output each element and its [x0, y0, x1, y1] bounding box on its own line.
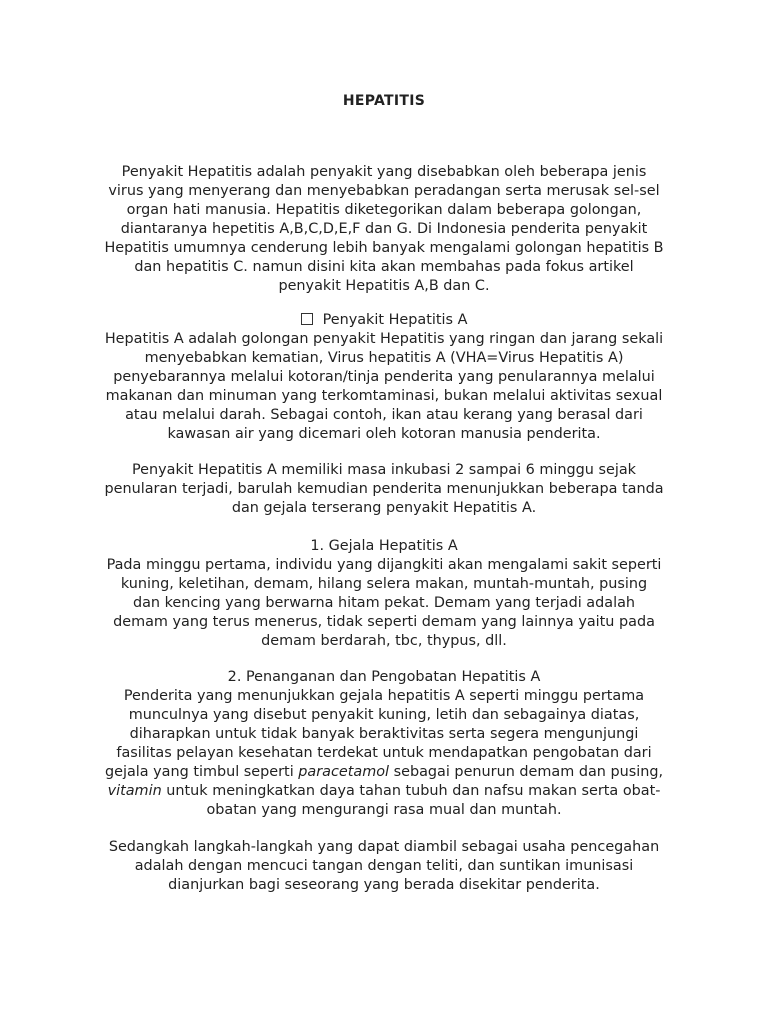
text-line: Penderita yang menunjukkan gejala hepatitis A seperti minggu pertama [123, 688, 645, 704]
text-line: Pada minggu pertama, individu yang dijangkiti akan mengalami sakit seperti [106, 557, 662, 573]
text-line: kuning, keletihan, demam, hilang selera makan, muntah-muntah, pusing [120, 576, 648, 592]
section-hepatitis-a [84, 311, 684, 444]
section-heading: 1. Gejala Hepatitis A [310, 538, 458, 554]
text-fragment: sebagai penurun demam dan pusing, [389, 764, 664, 780]
italic-term: vitamin [107, 783, 162, 799]
italic-term: paracetamol [298, 764, 390, 780]
text-line: dan gejala terserang penyakit Hepatitis A. [231, 500, 537, 516]
text-line: fasilitas pelayan kesehatan terdekat untuk mendapatkan pengobatan dari [116, 745, 652, 761]
text-line: adalah dengan mencuci tangan dengan teliti, dan suntikan imunisasi [134, 858, 634, 874]
document-title: HEPATITIS [342, 93, 426, 109]
text-line: diantaranya hepetitis A,B,C,D,E,F dan G. Di Indonesia penderita penyakit [120, 221, 648, 237]
prevention-paragraph [84, 838, 684, 895]
text-line: makanan dan minuman yang terkomtaminasi, bukan melalui aktivitas sexual [105, 388, 663, 404]
text-line: penularan terjadi, barulah kemudian penderita menunjukkan beberapa tanda [104, 481, 664, 497]
text-line: Hepatitis umumnya cenderung lebih banyak mengalami golongan hepatitis B [104, 240, 664, 256]
text-line: diharapkan untuk tidak banyak beraktivitas serta segera mengunjungi [129, 726, 639, 742]
text-line: Penyakit Hepatitis adalah penyakit yang disebabkan oleh beberapa jenis [121, 164, 647, 180]
symptoms-section [84, 537, 684, 651]
checkbox-bullet-icon [301, 313, 313, 325]
text-line: munculnya yang disebut penyakit kuning, letih dan sebagainya diatas, [128, 707, 640, 723]
text-line: kawasan air yang dicemari oleh kotoran manusia penderita. [167, 426, 601, 442]
text-line: organ hati manusia. Hepatitis diketegorikan dalam beberapa golongan, [126, 202, 642, 218]
text-line: obatan yang mengurangi rasa mual dan muntah. [206, 802, 562, 818]
text-fragment: gejala yang timbul seperti [104, 764, 299, 780]
text-line: menyebabkan kematian, Virus hepatitis A (VHA=Virus Hepatitis A) [144, 350, 624, 366]
text-line: dianjurkan bagi seseorang yang berada disekitar penderita. [168, 877, 600, 893]
text-line: dan hepatitis C. namun disini kita akan membahas pada fokus artikel [134, 259, 634, 275]
section-heading [84, 311, 684, 330]
text-line: atau melalui darah. Sebagai contoh, ikan atau kerang yang berasal dari [125, 407, 643, 423]
text-line: penyakit Hepatitis A,B dan C. [278, 278, 490, 294]
text-line: Hepatitis A adalah golongan penyakit Hepatitis yang ringan dan jarang sekali [104, 331, 664, 347]
text-line: virus yang menyerang dan menyebabkan peradangan serta merusak sel-sel [108, 183, 660, 199]
section-heading-text: Penyakit Hepatitis A [322, 312, 468, 328]
section-heading: 2. Penanganan dan Pengobatan Hepatitis A [227, 669, 541, 685]
text-line: demam yang terus menerus, tidak seperti demam yang lainnya yaitu pada [113, 614, 655, 630]
intro-paragraph [84, 163, 684, 296]
text-line [84, 782, 684, 801]
text-fragment: untuk meningkatkan daya tahan tubuh dan nafsu makan serta obat- [161, 783, 661, 799]
text-line [84, 763, 684, 782]
treatment-section [84, 668, 684, 820]
text-line: dan kencing yang berwarna hitam pekat. Demam yang terjadi adalah [132, 595, 636, 611]
text-line: Penyakit Hepatitis A memiliki masa inkubasi 2 sampai 6 minggu sejak [131, 462, 637, 478]
text-line: penyebarannya melalui kotoran/tinja penderita yang penularannya melalui [113, 369, 655, 385]
text-line: demam berdarah, tbc, thypus, dll. [261, 633, 507, 649]
text-line: Sedangkah langkah-langkah yang dapat diambil sebagai usaha pencegahan [108, 839, 660, 855]
incubation-paragraph [84, 461, 684, 518]
